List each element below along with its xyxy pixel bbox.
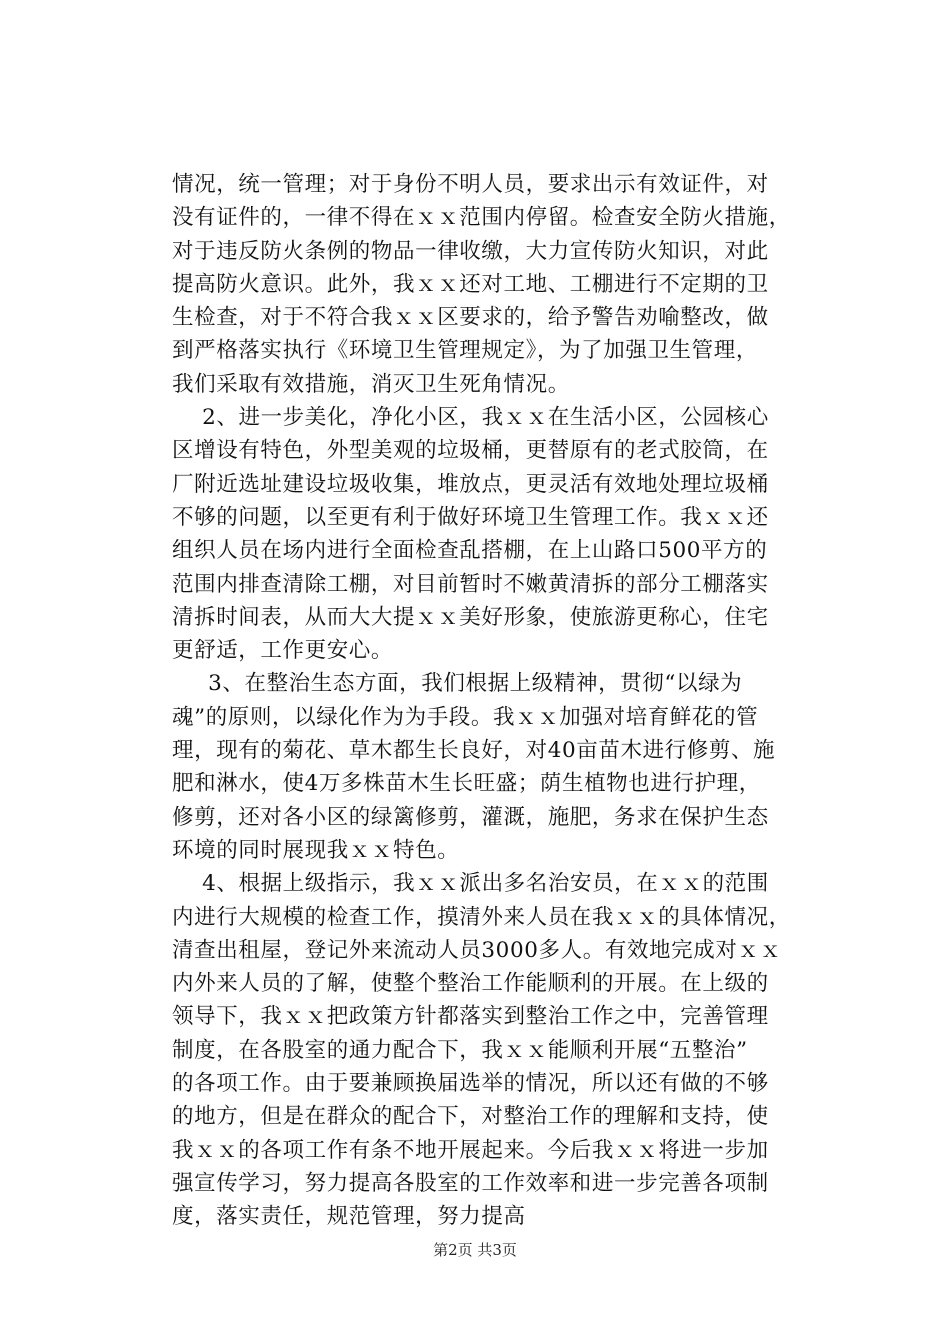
text-line: 环境的同时展现我ｘｘ特色。 <box>172 837 460 863</box>
text-line: 制度，在各股室的通力配合下，我ｘｘ能顺利开展“五整治” <box>172 1037 748 1063</box>
text-line: 魂”的原则，以绿化作为为手段。我ｘｘ加强对培育鲜花的管 <box>172 704 759 730</box>
text-line: 对于违反防火条例的物品一律收缴，大力宣传防火知识，对此 <box>172 238 769 264</box>
text-line: 到严格落实执行《环境卫生管理规定》，为了加强卫生管理， <box>172 338 758 364</box>
paragraph-4-first-line: 4、根据上级指示，我ｘｘ派出多名治安员，在ｘｘ的范围 <box>180 871 769 897</box>
text-line: 我ｘｘ的各项工作有条不地开展起来。今后我ｘｘ将进一步加 <box>172 1137 769 1163</box>
text-line: 理，现有的菊花、草木都生长良好，对40亩苗木进行修剪、施 <box>172 738 776 764</box>
text-line: 生检查，对于不符合我ｘｘ区要求的，给予警告劝喻整改，做 <box>172 305 769 331</box>
text-line: 领导下，我ｘｘ把政策方针都落实到整治工作之中，完善管理 <box>172 1004 769 1030</box>
text-line: 情况，统一管理；对于身份不明人员，要求出示有效证件，对 <box>172 172 769 197</box>
paragraph-2-first-line: 2、进一步美化，净化小区，我ｘｘ在生活小区，公园核心 <box>180 405 769 431</box>
text-line: 我们采取有效措施，消灭卫生死角情况。 <box>172 371 570 397</box>
page-number-footer: 第2页 共3页 <box>433 1241 517 1259</box>
text-line: 的各项工作。由于要兼顾换届选举的情况，所以还有做的不够 <box>172 1071 769 1097</box>
text-line: 度，落实责任，规范管理，努力提高 <box>172 1204 526 1230</box>
text-line: 厂附近选址建设垃圾收集，堆放点，更灵活有效地处理垃圾桶 <box>172 471 769 497</box>
text-line: 区增设有特色，外型美观的垃圾桶，更替原有的老式胶筒，在 <box>172 438 769 464</box>
text-line: 提高防火意识。此外，我ｘｘ还对工地、工棚进行不定期的卫 <box>172 271 769 297</box>
text-line: 的地方，但是在群众的配合下，对整治工作的理解和支持，使 <box>172 1104 769 1130</box>
paragraph-3-first-line: 3、在整治生态方面，我们根据上级精神，贯彻“以绿为 <box>186 671 743 697</box>
text-line: 不够的问题，以至更有利于做好环境卫生管理工作。我ｘｘ还 <box>172 504 769 530</box>
text-line: 修剪，还对各小区的绿篱修剪，灌溉，施肥，务求在保护生态 <box>172 804 769 830</box>
text-line: 强宣传学习，努力提高各股室的工作效率和进一步完善各项制 <box>172 1170 769 1196</box>
text-line: 清查出租屋，登记外来流动人员3000多人。有效地完成对ｘｘ <box>172 937 782 963</box>
text-line: 范围内排查清除工棚，对目前暂时不嫩黄清拆的部分工棚落实 <box>172 571 769 597</box>
text-line: 肥和淋水，使4万多株苗木生长旺盛；荫生植物也进行护理， <box>172 771 761 797</box>
text-line: 没有证件的，一律不得在ｘｘ范围内停留。检查安全防火措施， <box>172 205 791 231</box>
text-line: 内外来人员的了解，使整个整治工作能顺利的开展。在上级的 <box>172 971 769 997</box>
text-line: 内进行大规模的检查工作，摸清外来人员在我ｘｘ的具体情况， <box>172 904 791 930</box>
text-line: 清拆时间表，从而大大提ｘｘ美好形象，使旅游更称心，住宅 <box>172 604 769 630</box>
text-line: 更舒适，工作更安心。 <box>172 638 394 664</box>
document-body <box>172 168 842 1234</box>
text-line: 组织人员在场内进行全面检查乱搭棚，在上山路口500平方的 <box>172 538 768 564</box>
